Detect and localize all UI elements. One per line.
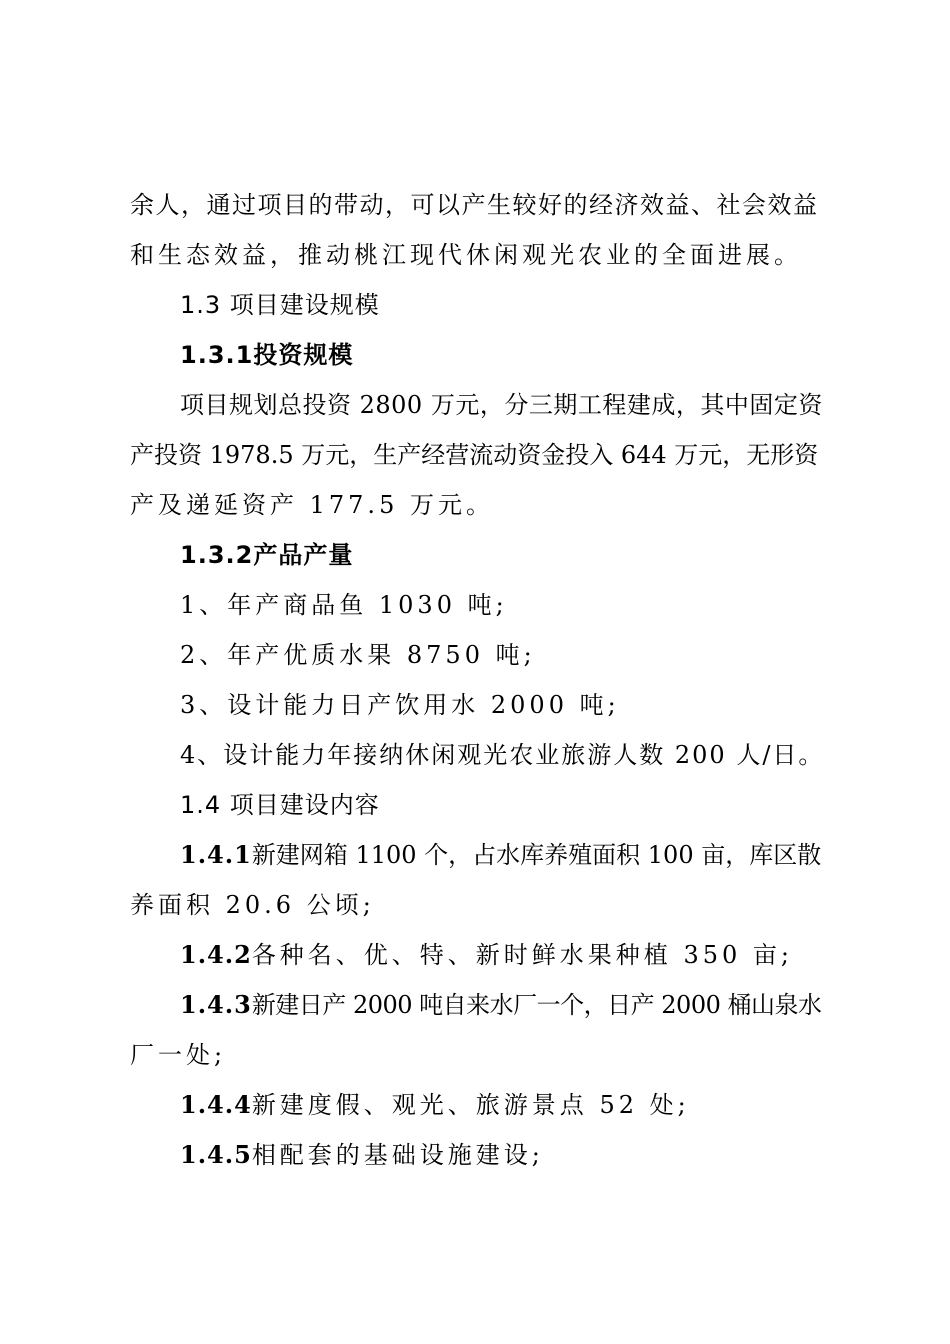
- content-item-2-label: 1.4.2: [180, 940, 252, 969]
- section-1-3-1-heading: 1.3.1投资规模: [180, 341, 354, 369]
- intro-line-1: 余人，通过项目的带动，可以产生较好的经济效益、社会效益: [130, 191, 819, 219]
- content-item-3-line-1: [130, 980, 830, 1030]
- content-item-5-label: 1.4.5: [180, 1140, 252, 1169]
- investment-para-line-3: 产及递延资产 177.5 万元。: [130, 491, 494, 519]
- content-item-3-text: 新建日产 2000 吨自来水厂一个，日产 2000 桶山泉水: [251, 991, 822, 1019]
- output-item-4: 4、设计能力年接纳休闲观光农业旅游人数 200 人/日。: [180, 741, 825, 769]
- section-1-3-heading: 1.3 项目建设规模: [180, 291, 380, 319]
- document-page: [130, 180, 830, 1180]
- section-1-4-heading: 1.4 项目建设内容: [180, 791, 380, 819]
- content-item-4-text: 新建度假、观光、旅游景点 52 处;: [251, 1091, 690, 1119]
- intro-line-2: 和生态效益，推动桃江现代休闲观光农业的全面进展。: [130, 241, 802, 269]
- content-item-4-label: 1.4.4: [180, 1090, 252, 1119]
- section-1-3-2-heading: 1.3.2产品产量: [180, 541, 354, 569]
- investment-para-line-1: 项目规划总投资 2800 万元，分三期工程建成，其中固定资: [180, 391, 823, 419]
- content-item-5: [130, 1130, 830, 1180]
- output-item-2: 2、年产优质水果 8750 吨;: [180, 641, 536, 669]
- content-item-1-text: 新建网箱 1100 个，占水库养殖面积 100 亩，库区散: [251, 841, 822, 869]
- content-item-4: [130, 1080, 830, 1130]
- content-item-5-text: 相配套的基础设施建设;: [251, 1141, 544, 1169]
- content-item-1-line-2: 养面积 20.6 公顷;: [130, 891, 375, 919]
- content-item-1-line-1: [130, 830, 830, 880]
- content-item-3-label: 1.4.3: [180, 990, 252, 1019]
- investment-para-line-2: 产投资 1978.5 万元，生产经营流动资金投入 644 万元，无形资: [130, 441, 819, 469]
- output-item-1: 1、年产商品鱼 1030 吨;: [180, 591, 508, 619]
- content-item-3-line-2: 厂一处;: [130, 1041, 227, 1069]
- content-item-2: [130, 930, 830, 980]
- content-item-2-text: 各种名、优、特、新时鲜水果种植 350 亩;: [251, 941, 793, 969]
- content-item-1-label: 1.4.1: [180, 840, 252, 869]
- output-item-3: 3、设计能力日产饮用水 2000 吨;: [180, 691, 620, 719]
